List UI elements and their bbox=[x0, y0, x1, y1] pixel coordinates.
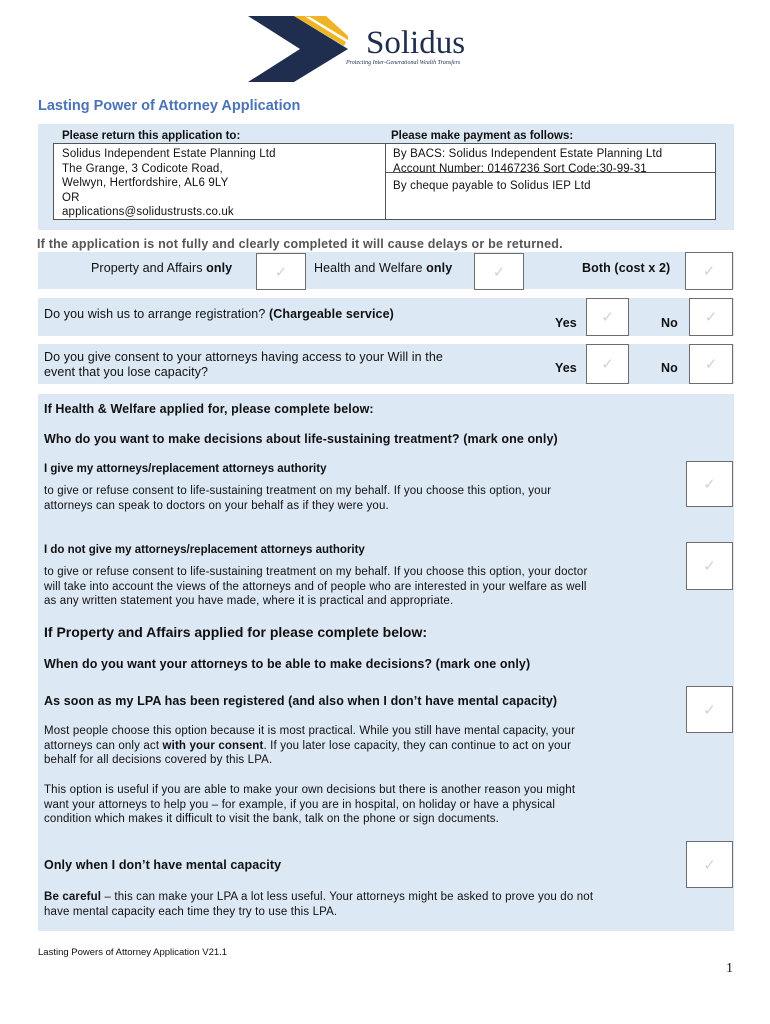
will-access-no-label: No bbox=[661, 361, 678, 375]
health-option2-text bbox=[44, 565, 587, 609]
footer-version: Lasting Powers of Attorney Application V21.1 bbox=[38, 947, 228, 958]
bacs-line: By BACS: Solidus Independent Estate Planning Ltd bbox=[393, 148, 663, 160]
check-icon: ✓ bbox=[704, 356, 718, 373]
will-access-yes-checkbox[interactable] bbox=[586, 344, 629, 384]
check-icon: ✓ bbox=[702, 263, 716, 280]
page-title: Lasting Power of Attorney Application bbox=[38, 98, 301, 114]
registration-note: (Chargeable service) bbox=[268, 307, 394, 321]
will-access-yes-label: Yes bbox=[555, 361, 577, 375]
property-affairs-text: Property and Affairs bbox=[91, 261, 203, 275]
property-affairs-label bbox=[91, 261, 232, 275]
check-icon: ✓ bbox=[703, 701, 716, 719]
health-option1-checkbox[interactable] bbox=[686, 461, 733, 507]
consent-emphasis: with your consent bbox=[162, 739, 264, 752]
registration-yes-checkbox[interactable] bbox=[586, 298, 629, 336]
property-option2-text bbox=[44, 890, 593, 919]
will-access-no-checkbox[interactable] bbox=[689, 344, 733, 384]
return-email: applications@solidustrusts.co.uk bbox=[62, 206, 234, 218]
health-option1-line: to give or refuse consent to life-sustaining treatment on my behalf. If you choose this option, your bbox=[44, 485, 552, 497]
text-run: . If you later lose capacity, they can continue to act on your bbox=[263, 739, 572, 752]
both-label: Both (cost x 2) bbox=[582, 261, 671, 275]
health-option2-line: will take into account the views of the attorneys and of people who are interested in your welfare as well bbox=[44, 580, 587, 593]
registration-question bbox=[44, 307, 394, 321]
check-icon: ✓ bbox=[703, 856, 716, 874]
health-option2-line: as any written statement you have made, where it is practical and appropriate. bbox=[44, 595, 454, 607]
incomplete-warning: If the application is not fully and clearly completed it will cause delays or be returned. bbox=[37, 237, 563, 251]
return-line: Solidus Independent Estate Planning Ltd bbox=[62, 148, 276, 160]
check-icon: ✓ bbox=[703, 558, 716, 575]
property-option1-paragraph2 bbox=[44, 783, 575, 827]
property-section-question: When do you want your attorneys to be able to make decisions? (mark one only) bbox=[44, 657, 531, 671]
will-access-question bbox=[44, 350, 443, 380]
health-section-heading: If Health & Welfare applied for, please complete below: bbox=[44, 402, 374, 416]
brand-tagline: Protecting Inter-Generational Wealth Transfers bbox=[346, 60, 461, 66]
payment-box bbox=[385, 143, 716, 220]
property-option1-line: condition which makes it difficult to visit the bank, talk on the phone or sign documents. bbox=[44, 813, 500, 825]
check-icon: ✓ bbox=[703, 476, 716, 493]
registration-question-text: Do you wish us to arrange registration? bbox=[44, 307, 266, 321]
brand-name: Solidus bbox=[366, 25, 466, 61]
cheque-line: By cheque payable to Solidus IEP Ltd bbox=[393, 180, 591, 192]
return-address-box bbox=[53, 143, 386, 220]
check-icon: ✓ bbox=[601, 309, 614, 326]
property-option2-line: have mental capacity each time they try to use this LPA. bbox=[44, 905, 338, 918]
text-run: – this can make your LPA a lot less useful. Your attorneys might be asked to prove you do not bbox=[101, 891, 594, 903]
property-option1-line bbox=[44, 739, 575, 754]
health-option1-line: attorneys can speak to doctors on your behalf as if they were you. bbox=[44, 499, 389, 512]
property-option1-line: Most people choose this option because it is most practical. While you still have mental capacity, your bbox=[44, 725, 576, 737]
return-line: OR bbox=[62, 191, 80, 204]
property-option1-line: behalf for all decisions covered by this LPA. bbox=[44, 754, 273, 766]
health-section-question: Who do you want to make decisions about life-sustaining treatment? (mark one only) bbox=[44, 432, 558, 446]
property-option1-line: want your attorneys to help you – for example, if you are in hospital, on holiday or have a physical bbox=[44, 798, 556, 811]
health-welfare-label bbox=[314, 261, 452, 275]
will-access-line: Do you give consent to your attorneys having access to your Will in the bbox=[44, 350, 443, 364]
check-icon: ✓ bbox=[704, 309, 718, 326]
be-careful-emphasis: Be careful bbox=[44, 891, 102, 903]
return-heading: Please return this application to: bbox=[62, 130, 241, 142]
property-option1-line: This option is useful if you are able to make your own decisions but there is another reason you might bbox=[44, 784, 576, 796]
property-option2-line bbox=[44, 890, 593, 905]
page-number: 1 bbox=[726, 961, 733, 976]
property-option2-title: Only when I don’t have mental capacity bbox=[44, 858, 282, 872]
health-option1-text bbox=[44, 484, 551, 513]
property-option1-checkbox[interactable] bbox=[686, 686, 733, 733]
health-welfare-text: Health and Welfare bbox=[314, 261, 423, 275]
property-option1-paragraph1 bbox=[44, 724, 575, 768]
registration-yes-label: Yes bbox=[555, 316, 577, 330]
text-run: attorneys can only act bbox=[44, 739, 163, 752]
health-option2-checkbox[interactable] bbox=[686, 542, 733, 590]
health-only-text: only bbox=[426, 261, 453, 275]
health-option2-line: to give or refuse consent to life-sustaining treatment on my behalf. If you choose this option, your doctor bbox=[44, 566, 588, 578]
health-option2-title: I do not give my attorneys/replacement attorneys authority bbox=[44, 544, 365, 556]
health-welfare-checkbox[interactable] bbox=[474, 253, 524, 290]
registration-no-label: No bbox=[661, 316, 678, 330]
property-only-text: only bbox=[206, 261, 233, 275]
check-icon: ✓ bbox=[601, 356, 614, 373]
health-option1-title: I give my attorneys/replacement attorneys authority bbox=[44, 463, 327, 475]
property-affairs-checkbox[interactable] bbox=[256, 253, 306, 290]
check-icon: ✓ bbox=[492, 263, 506, 281]
property-section-heading: If Property and Affairs applied for please complete below: bbox=[44, 624, 428, 640]
bacs-account-line: Account Number: 01467236 Sort Code:30-99-31 bbox=[393, 162, 647, 175]
property-option2-checkbox[interactable] bbox=[686, 841, 733, 888]
payment-heading: Please make payment as follows: bbox=[391, 130, 574, 142]
return-line: Welwyn, Hertfordshire, AL6 9LY bbox=[62, 177, 229, 189]
property-option1-title: As soon as my LPA has been registered (and also when I don’t have mental capacity) bbox=[44, 694, 558, 708]
will-access-line: event that you lose capacity? bbox=[44, 365, 209, 379]
return-line: The Grange, 3 Codicote Road, bbox=[62, 162, 223, 175]
check-icon: ✓ bbox=[274, 263, 288, 281]
solidus-chevron-logo bbox=[248, 16, 348, 82]
registration-no-checkbox[interactable] bbox=[689, 298, 733, 336]
both-checkbox[interactable] bbox=[685, 252, 733, 290]
